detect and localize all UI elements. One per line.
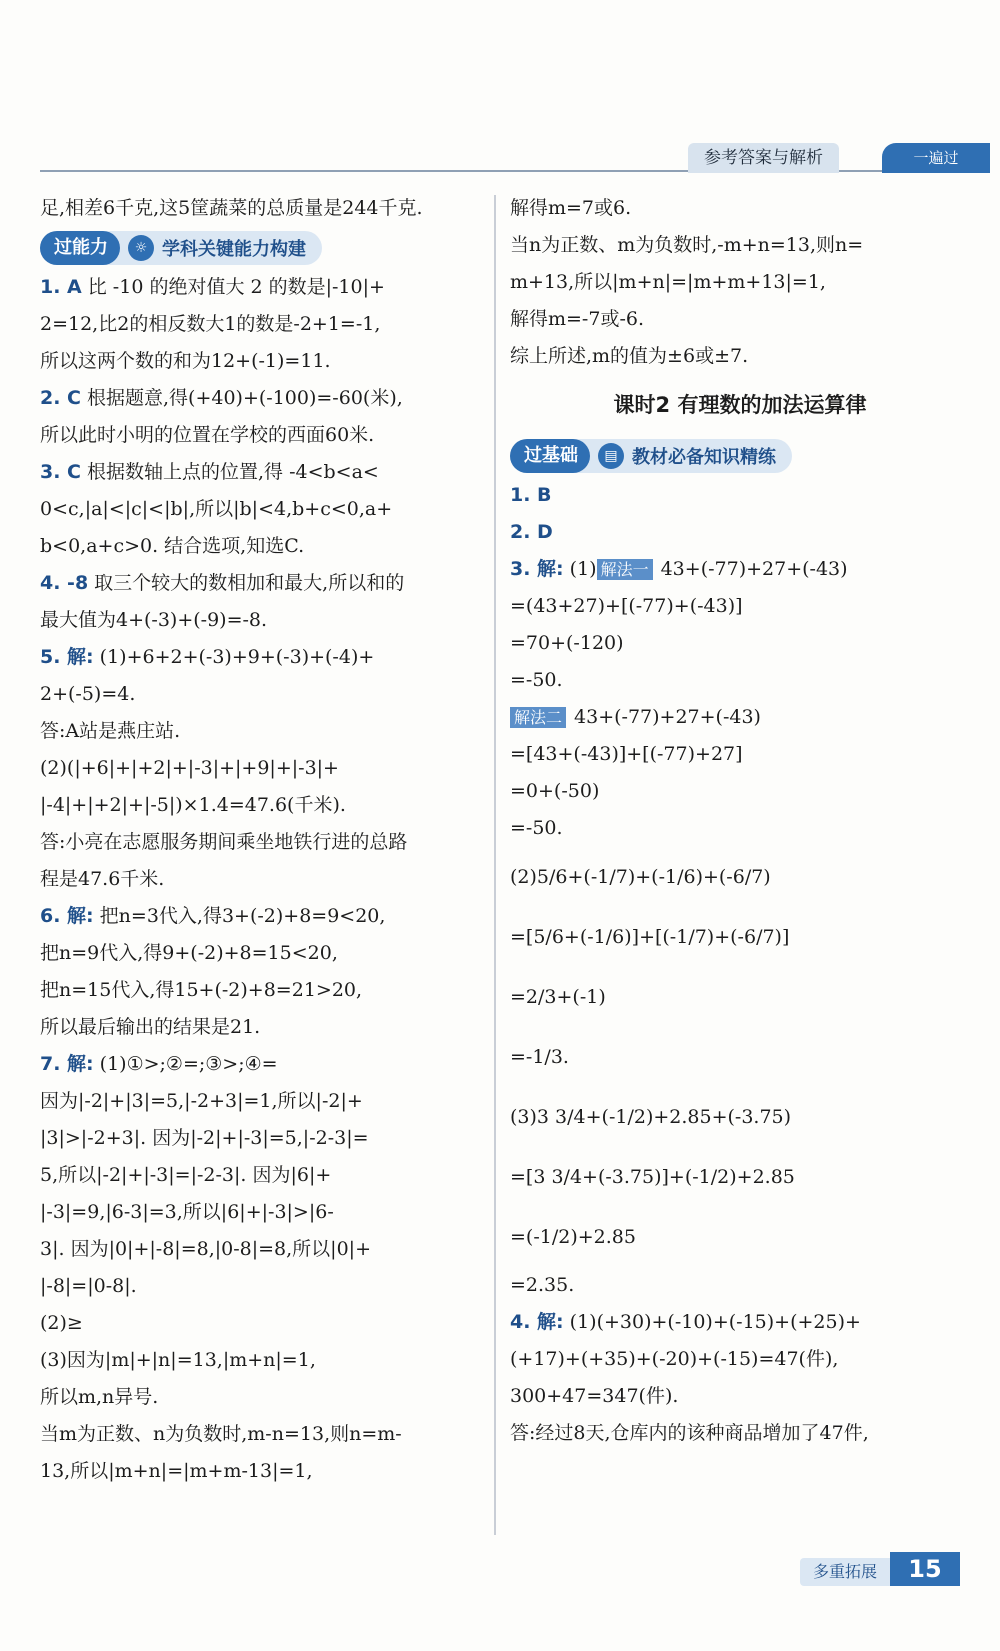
answer-line <box>510 301 970 338</box>
answer-line <box>40 1379 485 1416</box>
answer-text: 程是47.6千米. <box>40 868 165 890</box>
answer-line <box>40 1194 485 1231</box>
ability-banner <box>40 231 322 265</box>
answer-line <box>510 907 970 967</box>
answer-text: |-8|=|0-8|. <box>40 1275 137 1297</box>
answer-line <box>40 750 485 787</box>
banner-title: 学科关键能力构建 <box>162 239 306 260</box>
question-number: 4. -8 <box>40 572 89 594</box>
answer-text: 3|. 因为|0|+|-8|=8,|0-8|=8,所以|0|+ <box>40 1238 371 1260</box>
answer-text: =[5/6+(-1/6)]+[(-1/7)+(-6/7)] <box>510 926 790 948</box>
answer-line <box>40 676 485 713</box>
answer-text: 43+(-77)+27+(-43) <box>660 558 848 580</box>
answer-line <box>510 477 970 514</box>
answer-text: 当n为正数、m为负数时,-m+n=13,则n= <box>510 234 864 256</box>
answer-text: 43+(-77)+27+(-43) <box>574 706 761 728</box>
answer-text: =-50. <box>510 817 563 839</box>
question-number: 2. C <box>40 387 81 409</box>
answer-line <box>40 935 485 972</box>
answer-text: (2)(|+6|+|+2|+|-3|+|+9|+|-3|+ <box>40 757 339 779</box>
answer-line <box>40 713 485 750</box>
answer-line <box>510 551 970 588</box>
answer-text: m+13,所以|m+n|=|m+m+13|=1, <box>510 271 826 293</box>
answer-text: 当m为正数、n为负数时,m-n=13,则n=m- <box>40 1423 402 1445</box>
answer-text: 解得m=-7或-6. <box>510 308 644 330</box>
answer-line <box>40 1231 485 1268</box>
answer-text: 所以m,n异号. <box>40 1386 159 1408</box>
answer-line <box>510 1267 970 1304</box>
answer-line <box>40 898 485 935</box>
answer-line <box>510 264 970 301</box>
lesson-title: 课时2 有理数的加法运算律 <box>613 393 867 417</box>
page-number: 15 <box>890 1552 960 1586</box>
left-answer-lines <box>40 269 485 1490</box>
answer-line <box>40 306 485 343</box>
answer-text: =[43+(-43)]+[(-77)+27] <box>510 743 743 765</box>
answer-text: |-3|=9,|6-3|=3,所以|6|+|-3|>|6- <box>40 1201 334 1223</box>
answer-line <box>40 491 485 528</box>
answer-text: 因为|-2|+|3|=5,|-2+3|=1,所以|-2|+ <box>40 1090 363 1112</box>
answer-text: 取三个较大的数相加和最大,所以和的 <box>94 572 405 594</box>
answer-line <box>510 1415 970 1452</box>
answer-line <box>510 1304 970 1341</box>
answer-text: 把n=3代入,得3+(-2)+8=9<20, <box>99 905 386 927</box>
answer-text: (3)3 3/4+(-1/2)+2.85+(-3.75) <box>510 1106 792 1128</box>
banner-label: 过能力 <box>40 231 120 265</box>
answer-line <box>510 588 970 625</box>
question-number: 6. 解: <box>40 905 94 927</box>
answer-text: =-50. <box>510 669 563 691</box>
answer-text: 解得m=7或6. <box>510 197 632 219</box>
question-number: 7. 解: <box>40 1053 94 1075</box>
answer-text: =(43+27)+[(-77)+(-43)] <box>510 595 743 617</box>
answer-line <box>40 417 485 454</box>
answer-text: =2/3+(-1) <box>510 986 606 1008</box>
answer-text: =70+(-120) <box>510 632 624 654</box>
banner-label: 过基础 <box>510 439 590 473</box>
answer-text: 比 -10 的绝对值大 2 的数是|-10|+ <box>87 276 385 298</box>
answer-text: 把n=15代入,得15+(-2)+8=21>20, <box>40 979 363 1001</box>
right-top-lines <box>510 190 970 375</box>
answer-text: 答:A站是燕庄站. <box>40 720 181 742</box>
answer-line <box>510 514 970 551</box>
answer-line <box>40 787 485 824</box>
answer-line <box>40 1416 485 1453</box>
answer-line <box>40 1009 485 1046</box>
question-number: 1. A <box>40 276 82 298</box>
answer-line <box>510 227 970 264</box>
answer-line <box>40 1268 485 1305</box>
answer-line <box>40 380 485 417</box>
answer-line <box>40 1157 485 1194</box>
answer-line <box>40 1453 485 1490</box>
answer-line <box>510 847 970 907</box>
answer-text: 所以此时小明的位置在学校的西面60米. <box>40 424 375 446</box>
answer-line <box>40 1120 485 1157</box>
answer-text: 答:经过8天,仓库内的该种商品增加了47件, <box>510 1422 869 1444</box>
answer-line <box>510 736 970 773</box>
answer-line <box>40 1083 485 1120</box>
answer-text: 2=12,比2的相反数大1的数是-2+1=-1, <box>40 313 381 335</box>
answer-line <box>510 1027 970 1087</box>
question-number: 3. 解: <box>510 558 564 580</box>
answer-text: (1) <box>569 558 597 580</box>
right-answer-lines <box>510 477 970 1452</box>
answer-line <box>510 773 970 810</box>
answer-text: =-1/3. <box>510 1046 569 1068</box>
answer-line <box>40 528 485 565</box>
answer-line <box>40 1305 485 1342</box>
answer-line <box>510 190 970 227</box>
right-column <box>510 190 970 1452</box>
answer-text: (1)(+30)+(-10)+(-15)+(+25)+ <box>569 1311 861 1333</box>
answer-text: 把n=9代入,得9+(-2)+8=15<20, <box>40 942 338 964</box>
method-label: 解法一 <box>597 559 653 580</box>
answer-text: (+17)+(+35)+(-20)+(-15)=47(件), <box>510 1348 839 1370</box>
answer-text: 13,所以|m+n|=|m+m-13|=1, <box>40 1460 313 1482</box>
answer-line <box>40 1342 485 1379</box>
header-section-tab: 参考答案与解析 <box>688 143 839 173</box>
answer-line <box>40 269 485 306</box>
answer-text: (1)+6+2+(-3)+9+(-3)+(-4)+ <box>99 646 375 668</box>
banner-title: 教材必备知识精练 <box>632 447 776 468</box>
answer-line <box>40 861 485 898</box>
intro-line: 足,相差6千克,这5筐蔬菜的总质量是244千克. <box>40 197 423 219</box>
answer-line <box>40 602 485 639</box>
answer-text: =0+(-50) <box>510 780 600 802</box>
question-number: 3. C <box>40 461 81 483</box>
answer-line <box>510 1087 970 1147</box>
answer-line <box>40 454 485 491</box>
answer-text: 综上所述,m的值为±6或±7. <box>510 345 749 367</box>
question-number: 2. D <box>510 521 553 543</box>
answer-line <box>40 639 485 676</box>
question-number: 1. B <box>510 484 552 506</box>
answer-text: 所以最后输出的结果是21. <box>40 1016 261 1038</box>
answer-line <box>510 338 970 375</box>
answer-text: 所以这两个数的和为12+(-1)=11. <box>40 350 331 372</box>
answer-text: 根据题意,得(+40)+(-100)=-60(米), <box>87 387 403 409</box>
question-number: 4. 解: <box>510 1311 564 1333</box>
answer-line <box>40 343 485 380</box>
method-label: 解法二 <box>510 707 566 728</box>
answer-text: (2)≥ <box>40 1312 83 1334</box>
answer-line <box>510 967 970 1027</box>
basics-banner <box>510 439 792 473</box>
answer-text: =(-1/2)+2.85 <box>510 1226 636 1248</box>
answer-text: |-4|+|+2|+|-5|)×1.4=47.6(千米). <box>40 794 346 816</box>
answer-text: 最大值为4+(-3)+(-9)=-8. <box>40 609 268 631</box>
medal-icon: ☼ <box>128 235 154 261</box>
answer-line <box>40 1046 485 1083</box>
answer-text: 根据数轴上点的位置,得 -4<b<a< <box>87 461 379 483</box>
answer-line <box>510 1341 970 1378</box>
answer-text: =2.35. <box>510 1274 575 1296</box>
notebook-icon: ▤ <box>598 443 624 469</box>
answer-text: =[3 3/4+(-3.75)]+(-1/2)+2.85 <box>510 1166 795 1188</box>
answer-line <box>510 625 970 662</box>
answer-line <box>40 565 485 602</box>
question-number: 5. 解: <box>40 646 94 668</box>
left-column <box>40 190 485 1490</box>
answer-line <box>40 972 485 1009</box>
answer-line <box>510 699 970 736</box>
column-divider <box>494 195 496 1535</box>
answer-line <box>510 1147 970 1207</box>
answer-text: 5,所以|-2|+|-3|=|-2-3|. 因为|6|+ <box>40 1164 332 1186</box>
brand-logo: 一遍过 <box>882 143 990 173</box>
answer-text: 0<c,|a|<|c|<|b|,所以|b|<4,b+c<0,a+ <box>40 498 393 520</box>
answer-text: 答:小亮在志愿服务期间乘坐地铁行进的总路 <box>40 831 408 853</box>
answer-line <box>510 1207 970 1267</box>
answer-line <box>510 1378 970 1415</box>
answer-text: (3)因为|m|+|n|=13,|m+n|=1, <box>40 1349 316 1371</box>
answer-text: b<0,a+c>0. 结合选项,知选C. <box>40 535 305 557</box>
footer-tag: 多重拓展 <box>800 1558 890 1586</box>
answer-text: (2)5/6+(-1/7)+(-1/6)+(-6/7) <box>510 866 771 888</box>
answer-text: |3|>|-2+3|. 因为|-2|+|-3|=5,|-2-3|= <box>40 1127 369 1149</box>
answer-text: (1)①>;②=;③>;④= <box>99 1053 278 1075</box>
answer-text: 2+(-5)=4. <box>40 683 136 705</box>
answer-text: 300+47=347(件). <box>510 1385 679 1407</box>
answer-line <box>510 810 970 847</box>
answer-line <box>40 824 485 861</box>
answer-line <box>510 662 970 699</box>
